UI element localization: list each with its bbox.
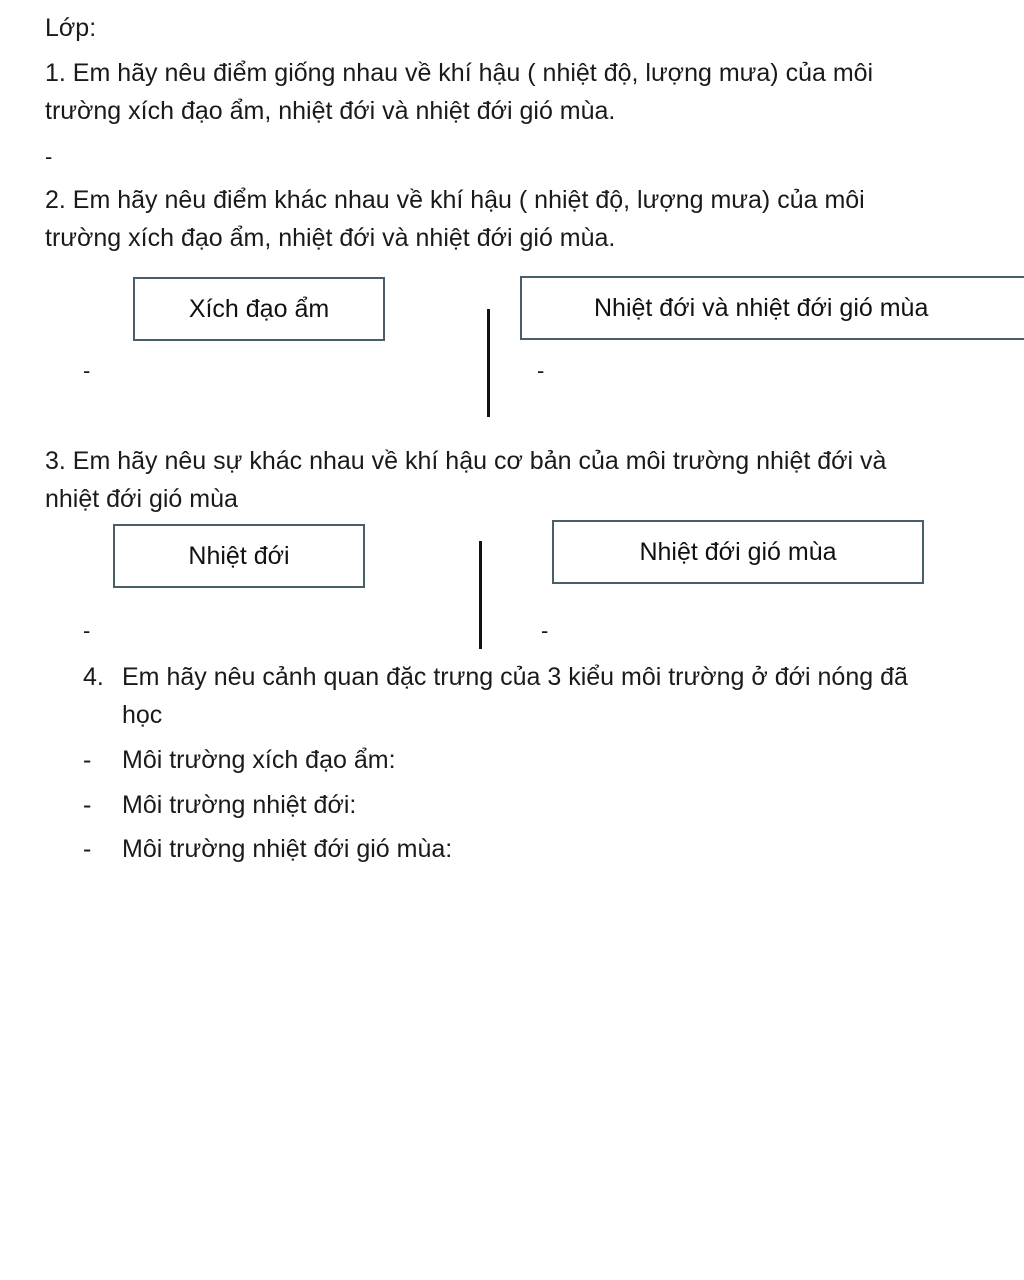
question-3-right-dash: - [541, 618, 549, 643]
list-item-tropical-monsoon: Môi trường nhiệt đới gió mùa: [122, 835, 453, 863]
question-3-tropical-monsoon-box: Nhiệt đới gió mùa [552, 520, 924, 584]
question-2-left-dash: - [83, 358, 91, 383]
list-item-dash: - [83, 791, 92, 819]
question-2-line-1: 2. Em hãy nêu điểm khác nhau về khí hậu ( nhiệt độ, lượng mưa) của môi [45, 186, 865, 214]
question-2-divider [487, 309, 490, 417]
question-4-number: 4. [83, 663, 104, 691]
question-4-line-1: Em hãy nêu cảnh quan đặc trưng của 3 kiểu môi trường ở đới nóng đã [122, 663, 908, 691]
question-3-line-1: 3. Em hãy nêu sự khác nhau về khí hậu cơ bản của môi trường nhiệt đới và [45, 447, 887, 475]
question-2-equatorial-box: Xích đạo ẩm [133, 277, 385, 341]
list-item-dash: - [83, 835, 92, 863]
question-3-tropical-box: Nhiệt đới [113, 524, 365, 588]
question-1-answer-dash: - [45, 144, 53, 169]
list-item-equatorial: Môi trường xích đạo ẩm: [122, 746, 396, 774]
question-3-line-2: nhiệt đới gió mùa [45, 485, 238, 513]
question-4-line-2: học [122, 701, 163, 729]
question-2-tropical-monsoon-box: Nhiệt đới và nhiệt đới gió mùa [520, 276, 1024, 340]
list-item-tropical: Môi trường nhiệt đới: [122, 791, 357, 819]
question-1-line-1: 1. Em hãy nêu điểm giống nhau về khí hậu ( nhiệt độ, lượng mưa) của môi [45, 59, 874, 87]
question-2-right-dash: - [537, 358, 545, 383]
question-1-line-2: trường xích đạo ẩm, nhiệt đới và nhiệt đới gió mùa. [45, 97, 616, 125]
list-item-dash: - [83, 746, 92, 774]
class-label: Lớp: [45, 14, 97, 42]
question-3-left-dash: - [83, 618, 91, 643]
question-3-divider [479, 541, 482, 649]
question-2-line-2: trường xích đạo ẩm, nhiệt đới và nhiệt đới gió mùa. [45, 224, 616, 252]
